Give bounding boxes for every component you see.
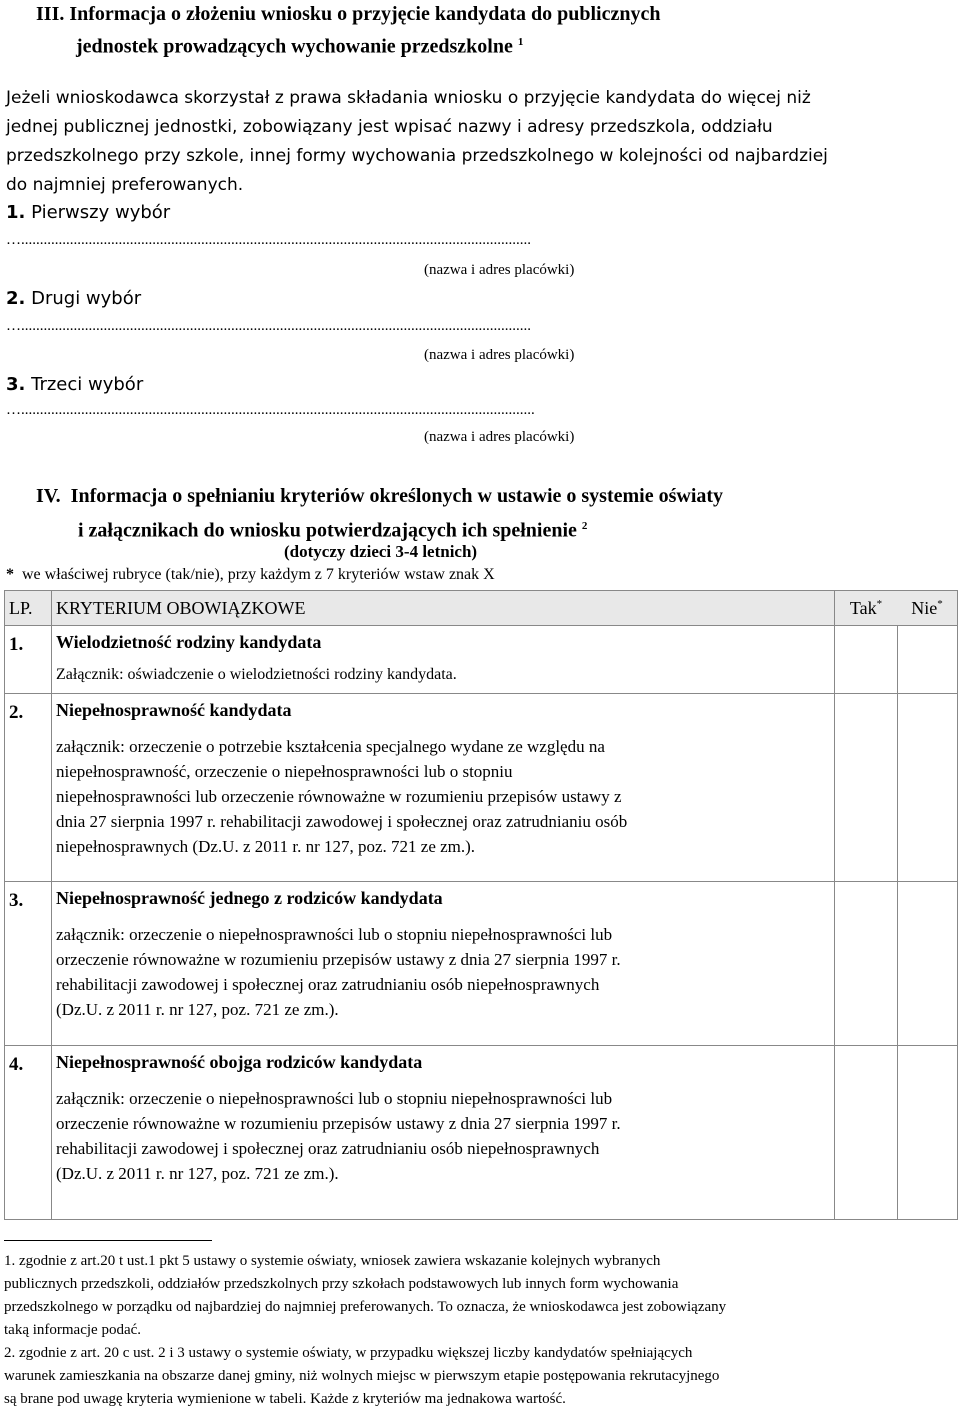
no-checkbox-cell[interactable] (897, 694, 958, 882)
criterion-title: Niepełnosprawność kandydata (56, 700, 292, 720)
footnote-1: 1. zgodnie z art.20 t ust.1 pkt 5 ustawy o systemie oświaty, wniosek zawiera wskazanie kolejnych wybranych publicznych przedszkoli, oddziałów przedszkolnych przy szkołach podstawowych lub innych form wychowania przedszkolnego w porządku od najbardziej do najmniej preferowanych. To oznacza, że wnioskodawca jest zobowiązany taką informacje podać. (4, 1253, 727, 1338)
choice-2-caption: (nazwa i adres placówki) (424, 347, 575, 363)
no-checkbox-cell[interactable] (897, 882, 958, 1046)
choice-1-field[interactable]: …........................................................................................................................................ (6, 232, 531, 248)
table-row (5, 694, 958, 882)
yes-checkbox-cell[interactable] (835, 626, 898, 694)
col-yes: Tak* (835, 591, 898, 626)
section4-instruction (6, 566, 495, 584)
star-marker: * (6, 566, 14, 583)
section4-heading-line1 (36, 482, 723, 510)
table-row (5, 882, 958, 1046)
footnote-ref-1: 1 (517, 36, 524, 48)
criterion-attachment: Załącznik: oświadczenie o wielodzietności rodziny kandydata. (56, 666, 457, 683)
row-criterion (52, 882, 835, 1046)
intro-paragraph (6, 84, 828, 200)
intro-line: przedszkolnego przy szkole, innej formy wychowania przedszkolnego w kolejności od najbardziej (6, 146, 828, 166)
row-criterion (52, 1046, 835, 1220)
choice-3-caption: (nazwa i adres placówki) (424, 429, 575, 445)
col-no: Nie* (897, 591, 958, 626)
choice-3-field[interactable]: …......................................................................................................................................... (6, 402, 535, 418)
section4-number: IV. (36, 485, 61, 507)
criterion-title: Niepełnosprawność obojga rodziców kandydata (56, 1052, 423, 1072)
section3-heading-line2 (76, 28, 523, 61)
footnote-ref-2: 2 (581, 520, 588, 532)
intro-line: do najmniej preferowanych. (6, 175, 244, 195)
col-lp: LP. (5, 591, 52, 626)
section3-heading-line1: III. Informacja o złożeniu wniosku o przyjęcie kandydata do publicznych (36, 3, 661, 25)
yes-checkbox-cell[interactable] (835, 694, 898, 882)
row-number: 4. (5, 1046, 52, 1220)
row-criterion (52, 626, 835, 694)
choice-2-field[interactable]: …........................................................................................................................................ (6, 318, 531, 334)
criteria-table (4, 590, 958, 1220)
intro-line: jednej publicznej jednostki, zobowiązany jest wpisać nazwy i adresy przedszkola, oddziału (6, 117, 773, 137)
table-row (5, 626, 958, 694)
row-criterion (52, 694, 835, 882)
section4-heading-line2: i załącznikach do wniosku potwierdzających ich spełnienie $^2$ (78, 519, 588, 542)
instruction-text: we właściwej rubryce (tak/nie), przy każdym z 7 kryteriów wstaw znak X (22, 566, 495, 583)
yes-checkbox-cell[interactable] (835, 882, 898, 1046)
col-criterion: KRYTERIUM OBOWIĄZKOWE (52, 591, 835, 626)
choice-1-caption: (nazwa i adres placówki) (424, 262, 575, 278)
no-checkbox-cell[interactable] (897, 626, 958, 694)
row-number: 2. (5, 694, 52, 882)
section4-subtitle: (dotyczy dzieci 3-4 letnich) (284, 542, 478, 561)
choice-3-label: 3. Trzeci wybór (6, 374, 144, 395)
row-number: 3. (5, 882, 52, 1046)
choice-1-label: 1. Pierwszy wybór (6, 202, 171, 223)
criterion-title: Niepełnosprawność jednego z rodziców kandydata (56, 888, 443, 908)
yes-checkbox-cell[interactable] (835, 1046, 898, 1220)
footnote-2: 2. zgodnie z art. 20 c ust. 2 i 3 ustawy o systemie oświaty, w przypadku większej liczby kandydatów spełniających warunek zamieszkania na obszarze danej gminy, niż wolnych miejsc w pierwszym etapie postępowania rekrutacyjnego są brane pod uwagę kryteria wymienione w tabeli. Każde z kryteriów ma jednakowa wartość. (4, 1345, 720, 1407)
criterion-title: Wielodzietność rodziny kandydata (56, 632, 322, 652)
no-checkbox-cell[interactable] (897, 1046, 958, 1220)
criterion-attachment: załącznik: orzeczenie o niepełnosprawności lub o stopniu niepełnosprawności lub orzeczenie równoważne w rozumieniu przepisów ustawy z dnia 27 sierpnia 1997 r. rehabilitacji zawodowej i społecznej oraz zatrudnianiu osób niepełnosprawnych (Dz.U. z 2011 r. nr 127, poz. 721 ze zm.). (56, 925, 621, 1019)
table-header-row (5, 591, 958, 626)
footnote-separator (4, 1240, 212, 1241)
criterion-attachment: załącznik: orzeczenie o potrzebie kształcenia specjalnego wydane ze względu na niepełnosprawność, orzeczenie o niepełnosprawności lub o stopniu niepełnosprawności lub orzeczenie równoważne w rozumieniu przepisów ustawy z dnia 27 sierpnia 1997 r. rehabilitacji zawodowej i społecznej oraz zatrudnianiu osób niepełnosprawnych (Dz.U. z 2011 r. nr 127, poz. 721 ze zm.). (56, 737, 628, 856)
row-number: 1. (5, 626, 52, 694)
section3-heading-text: jednostek prowadzących wychowanie przedszkolne (76, 35, 513, 58)
choice-2-label: 2. Drugi wybór (6, 288, 142, 309)
intro-line: Jeżeli wnioskodawca skorzystał z prawa składania wniosku o przyjęcie kandydata do więcej niż (6, 88, 811, 108)
criterion-attachment: załącznik: orzeczenie o niepełnosprawności lub o stopniu niepełnosprawności lub orzeczenie równoważne w rozumieniu przepisów ustawy z dnia 27 sierpnia 1997 r. rehabilitacji zawodowej i społecznej oraz zatrudnianiu osób niepełnosprawnych (Dz.U. z 2011 r. nr 127, poz. 721 ze zm.). (56, 1089, 621, 1183)
table-row (5, 1046, 958, 1220)
section4-title: Informacja o spełnianiu kryteriów określonych w ustawie o systemie oświaty (70, 485, 724, 507)
